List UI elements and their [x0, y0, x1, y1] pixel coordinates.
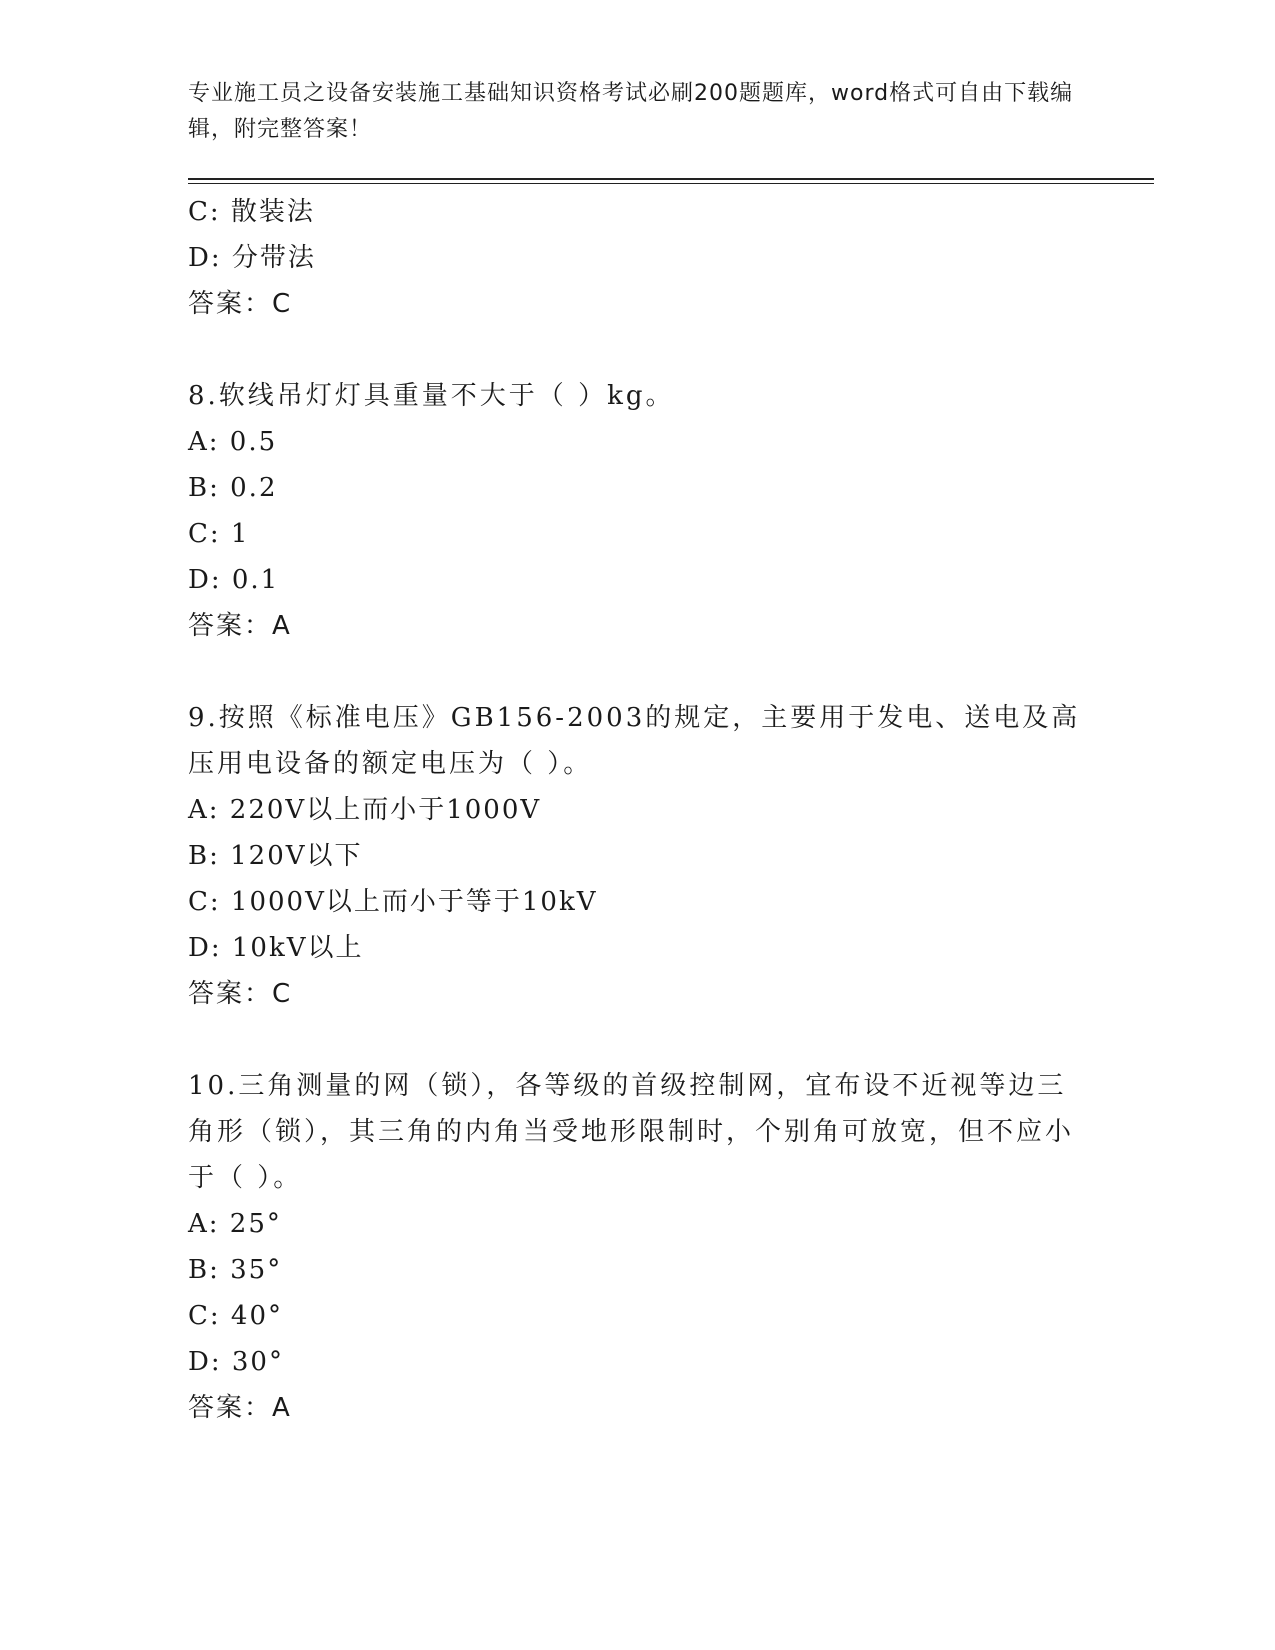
answer-line: 答案：A — [188, 1393, 292, 1423]
option-c: C: 1 — [188, 519, 250, 549]
document-header: 专业施工员之设备安装施工基础知识资格考试必刷200题题库，word格式可自由下载编辑，附完整答案！ — [188, 81, 1074, 142]
option-b: B: 120V以下 — [188, 841, 363, 871]
option-d: D: 0.1 — [188, 565, 280, 595]
spacer — [188, 649, 1088, 695]
question-stem: 9.按照《标准电压》GB156-2003的规定，主要用于发电、送电及高压用电设备的额定电压为（ ）。 — [188, 703, 1081, 779]
option-c: C: 40° — [188, 1301, 284, 1331]
option-d: D: 分带法 — [188, 243, 316, 273]
answer-line: 答案：A — [188, 611, 292, 641]
option-a: A: 25° — [188, 1209, 282, 1239]
option-c: C: 1000V以上而小于等于10kV — [188, 887, 598, 917]
header-divider-thick — [188, 178, 1154, 180]
question-content — [188, 189, 1088, 1431]
answer-line: 答案：C — [188, 289, 293, 319]
question-stem: 10.三角测量的网（锁），各等级的首级控制网，宜布设不近视等边三角形（锁），其三角的内角当受地形限制时，个别角可放宽，但不应小于（ ）。 — [188, 1071, 1075, 1193]
spacer — [188, 327, 1088, 373]
option-c: C: 散装法 — [188, 197, 315, 227]
option-a: A: 0.5 — [188, 427, 278, 457]
answer-line: 答案：C — [188, 979, 293, 1009]
spacer — [188, 1017, 1088, 1063]
option-b: B: 0.2 — [188, 473, 278, 503]
option-a: A: 220V以上而小于1000V — [188, 795, 542, 825]
header-divider-thin — [188, 183, 1154, 184]
option-b: B: 35° — [188, 1255, 283, 1285]
option-d: D: 10kV以上 — [188, 933, 364, 963]
option-d: D: 30° — [188, 1347, 284, 1377]
question-stem: 8.软线吊灯灯具重量不大于（ ）kg。 — [188, 381, 675, 411]
